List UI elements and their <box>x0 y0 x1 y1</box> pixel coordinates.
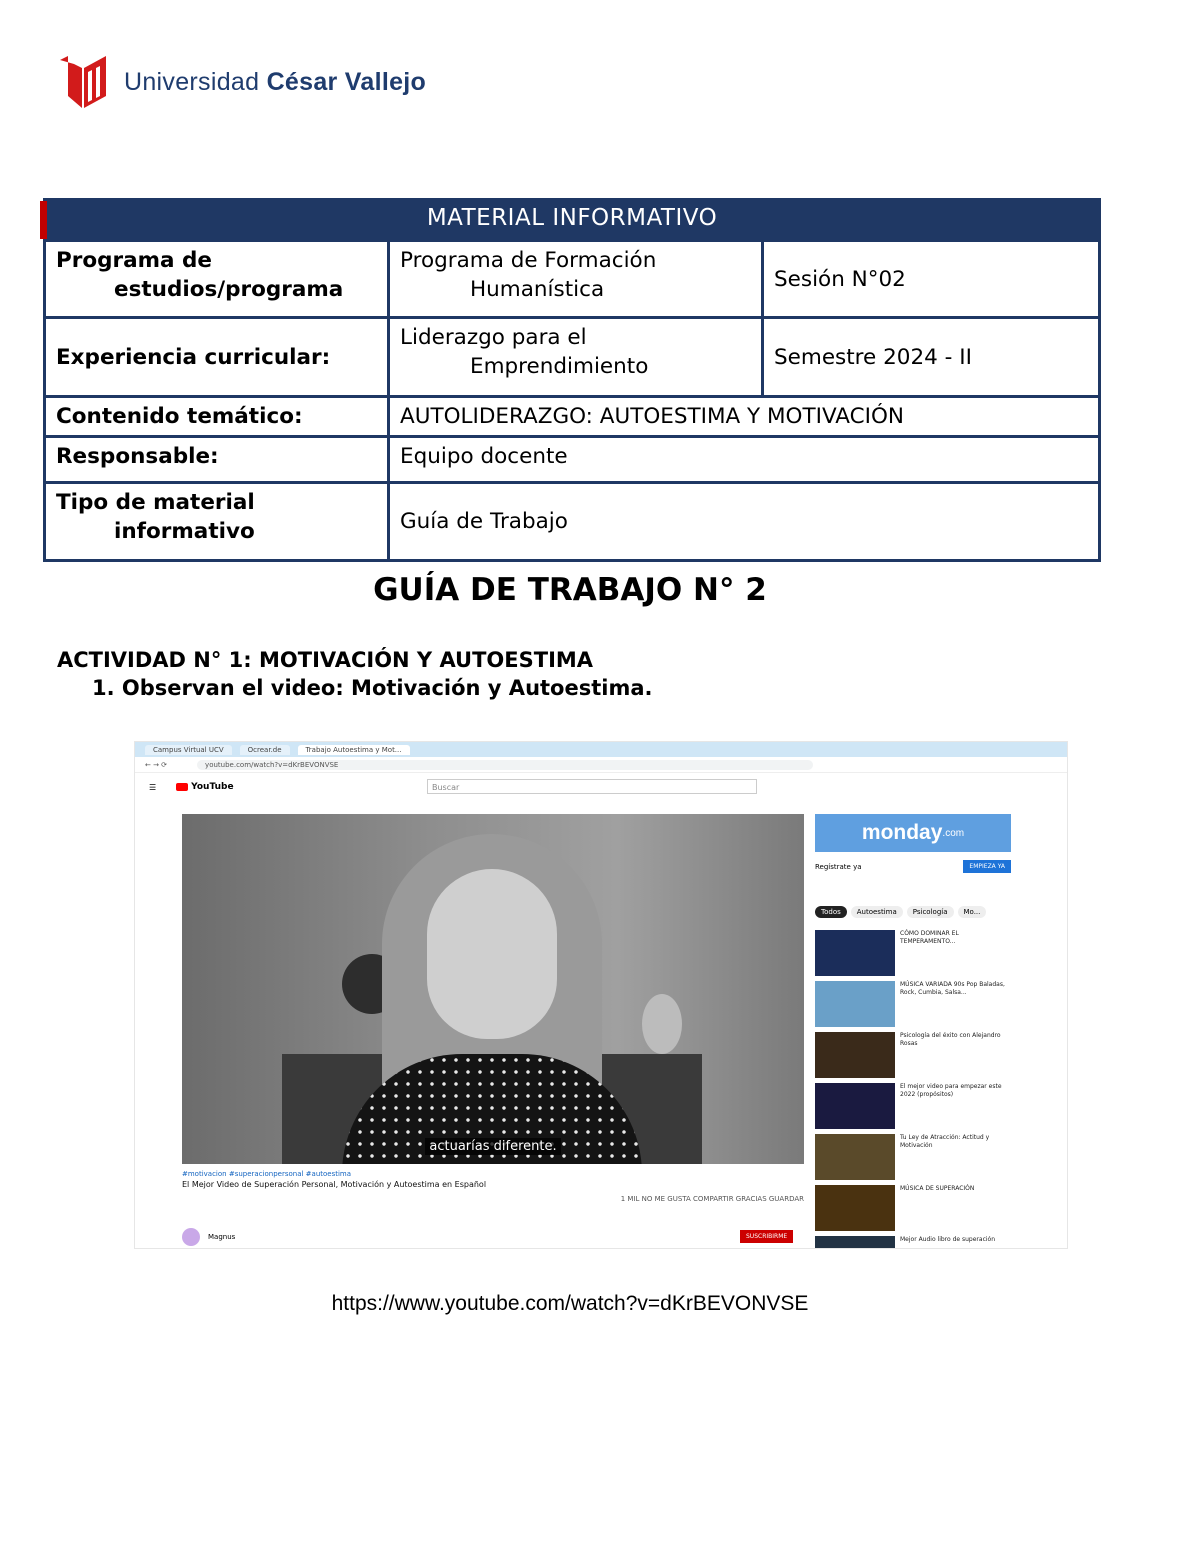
filter-chips <box>815 906 986 918</box>
address-bar: ← → ⟳ youtube.com/watch?v=dKrBEVONVSE <box>135 757 1067 773</box>
video-player <box>182 814 804 1164</box>
list-item: CÓMO DOMINAR EL TEMPERAMENTO... <box>815 930 1011 981</box>
browser-tab: Ocrear.de <box>240 745 290 755</box>
youtube-logo: YouTube <box>176 782 233 792</box>
list-item: MÚSICA DE SUPERACIÓN <box>815 1185 1011 1236</box>
step-instruction: 1. Observan el video: Motivación y Autoestima. <box>92 676 653 700</box>
video-info: #motivacion #superacionpersonal #autoestima El Mejor Video de Superación Personal, Motivación y Autoestima en Español 1 MIL NO ME GUSTA COMPARTIR GRACIAS GUARDAR <box>182 1170 804 1203</box>
related-videos <box>815 930 1011 1249</box>
chip: Todos <box>815 906 847 918</box>
browser-tab: Campus Virtual UCV <box>145 745 232 755</box>
list-item: MÚSICA VARIADA 90s Pop Baladas, Rock, Cumbia, Salsa... <box>815 981 1011 1032</box>
subscribe-button: SUSCRIBIRME <box>740 1230 793 1243</box>
face-shape <box>427 869 557 1039</box>
chip: Mo... <box>958 906 987 918</box>
menu-icon: ☰ <box>149 782 157 792</box>
table-row: Programa de estudios/programa Programa de Formación Humanística Sesión N°02 <box>45 241 1100 318</box>
table-title: MATERIAL INFORMATIVO <box>45 200 1100 241</box>
activity-heading: ACTIVIDAD N° 1: MOTIVACIÓN Y AUTOESTIMA <box>57 648 594 672</box>
guide-title: GUÍA DE TRABAJO N° 2 <box>373 572 767 608</box>
youtube-header <box>135 773 1067 801</box>
chip: Autoestima <box>851 906 903 918</box>
channel-info: Magnus <box>182 1228 235 1246</box>
youtube-screenshot <box>134 741 1068 1249</box>
nav-arrows-icon: ← → ⟳ <box>145 760 168 769</box>
video-title: El Mejor Video de Superación Personal, Motivación y Autoestima en Español <box>182 1180 487 1189</box>
ad-button: EMPIEZA YA <box>963 860 1011 873</box>
university-logo <box>60 56 426 108</box>
list-item: Mejor Audio libro de superación <box>815 1236 1011 1249</box>
table-row: Experiencia curricular: Liderazgo para el Emprendimiento Semestre 2024 - II <box>45 318 1100 397</box>
video-caption: actuarías diferente. <box>182 1135 804 1154</box>
ad-banner: monday .com <box>815 814 1011 852</box>
list-item: Psicología del éxito con Alejandro Rosas <box>815 1032 1011 1083</box>
table-row: Responsable: Equipo docente <box>45 437 1100 483</box>
browser-tabbar <box>135 742 1067 757</box>
semester: Semestre 2024 - II <box>763 318 1100 397</box>
ucv-shield-icon <box>60 56 106 108</box>
university-name: Universidad César Vallejo <box>124 67 427 96</box>
browser-tab: Trabajo Autoestima y Mot... <box>298 745 410 755</box>
session-number: Sesión N°02 <box>763 241 1100 318</box>
ad-info: Regístrate ya EMPIEZA YA <box>815 860 1011 873</box>
avatar <box>182 1228 200 1246</box>
plant-shape <box>642 994 682 1054</box>
video-link[interactable]: https://www.youtube.com/watch?v=dKrBEVONVSE <box>331 1292 809 1315</box>
list-item: El mejor video para empezar este 2022 (propósitos) <box>815 1083 1011 1134</box>
table-row: Contenido temático: AUTOLIDERAZGO: AUTOESTIMA Y MOTIVACIÓN <box>45 397 1100 437</box>
list-item: Tu Ley de Atracción: Actitud y Motivación <box>815 1134 1011 1185</box>
table-row: Tipo de material informativo Guía de Trabajo <box>45 483 1100 561</box>
search-input: Buscar <box>427 779 757 794</box>
video-actions: 1 MIL NO ME GUSTA COMPARTIR GRACIAS GUARDAR <box>620 1195 804 1203</box>
chip: Psicología <box>907 906 954 918</box>
info-table <box>43 198 1101 562</box>
